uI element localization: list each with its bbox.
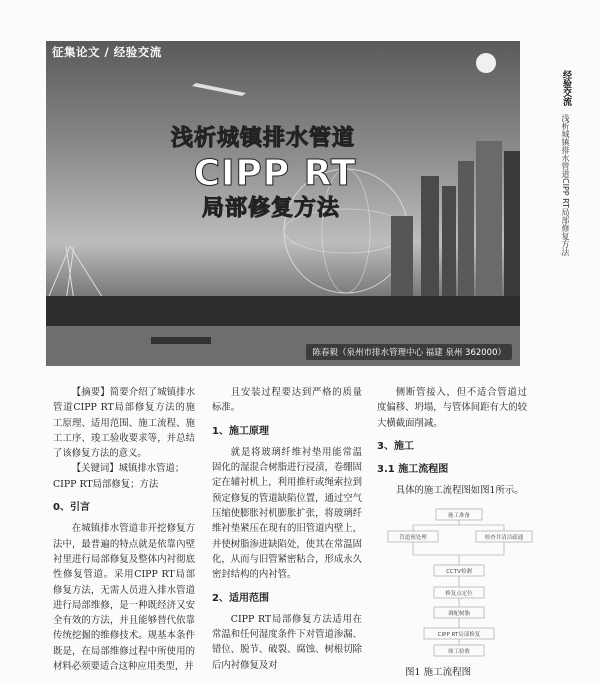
flow-label-mid3: 调配树脂	[447, 611, 471, 617]
heading-flowchart: 3.1 施工流程图	[377, 464, 449, 476]
flow-label-bottom1: CIPP RT局部修复	[437, 632, 481, 638]
column-3	[377, 385, 527, 499]
principle-text: 就是将玻璃纤维衬垫用能常温固化的湿混合树脂进行浸渍，卷绷固定在辅衬机上，利用推杆或绳索拉到预定修复的管道缺陷位置，通过空气压缩使膨胀衬机膨胀扩张，将玻璃纤维衬垫紧压在现有的旧管道内壁上，并使树脂渗进缺陷处，使其在常温固化，从而与旧管紧密粘合，形成永久密封结构的内衬管。	[212, 446, 363, 581]
introduction-text: 在城镇排水管道非开挖修复方法中，最普遍的特点就是依靠內壁衬里进行局部修复及整体内衬彻底性修复管道。采用CIPP RT局部修复方法，无需人员进入排水管道进行局部维修，是一种既经济又安全有效的方法，并且能够替代依靠传统挖掘的维修技术。规基本条件既是，在局部维修过程中所使用的材料必须要适合这种应用类型，并	[53, 523, 195, 673]
side-section-label: 经验交流	[561, 70, 571, 106]
author-affiliation: 陈春毅（泉州市排水管理中心 福建 泉州 362000）	[306, 344, 512, 360]
flow-label-bottom2: 竣工验收	[447, 649, 471, 655]
title-line-1: 浅析城镇排水管道	[170, 126, 355, 151]
hero-banner	[46, 41, 520, 366]
title-line-3: 局部修复方法	[201, 196, 340, 221]
title-line-2: CIPP RT	[193, 153, 357, 194]
abstract: 【摘要】简要介绍了城镇排水管道CIPP RT局部修复方法的施工原理、适用范围、施工流程、施工工序、竣工验收要求等，并总结了该修复方法的意义。	[53, 387, 195, 460]
flowchart-figure	[384, 505, 534, 660]
column-2	[212, 385, 362, 673]
column-1	[53, 385, 195, 674]
column-3-lead: 侧断管接入，但不适合管道过度偏移、坍塌，与管体间距有大的较大横截面削减。	[377, 387, 528, 429]
boat	[151, 337, 211, 344]
flowchart-intro: 具体的施工流程图如图1所示。	[395, 485, 524, 497]
riverbank	[46, 296, 520, 326]
airplane-icon	[192, 83, 246, 96]
column-2-lead: 且安装过程要达到严格的质量标准。	[212, 387, 362, 414]
flow-label-mid1: CCTV检测	[446, 569, 472, 575]
heading-introduction: 0、引言	[53, 502, 90, 514]
side-running-header	[560, 70, 590, 256]
flow-label-right: 检查井清洁疏通	[484, 535, 524, 541]
flow-label-mid2: 修复点定位	[445, 591, 473, 597]
side-article-title: 浅析城镇排水管道CIPP RT局部修复方法	[561, 114, 570, 256]
heading-construction: 3、施工	[377, 440, 414, 452]
bridge-graphic	[46, 246, 136, 303]
category-label: 征集论文 / 经验交流	[52, 45, 162, 59]
heading-scope: 2、适用范围	[212, 592, 269, 604]
heading-principle: 1、施工原理	[212, 425, 269, 437]
flow-label-top: 施工准备	[447, 513, 471, 519]
scope-text: CIPP RT局部修复方法适用在常温和任何湿度条件下对管道渗漏、错位、脱节、破裂、腐蚀、树根切除后内衬修复及对	[212, 613, 363, 671]
flow-label-left: 管道预处理	[399, 535, 427, 541]
figure-caption: 图1 施工流程图	[405, 667, 472, 678]
keywords: 【关键词】城镇排水管道；CIPP RT局部修复；方法	[53, 463, 185, 490]
sun-glow	[476, 53, 496, 73]
